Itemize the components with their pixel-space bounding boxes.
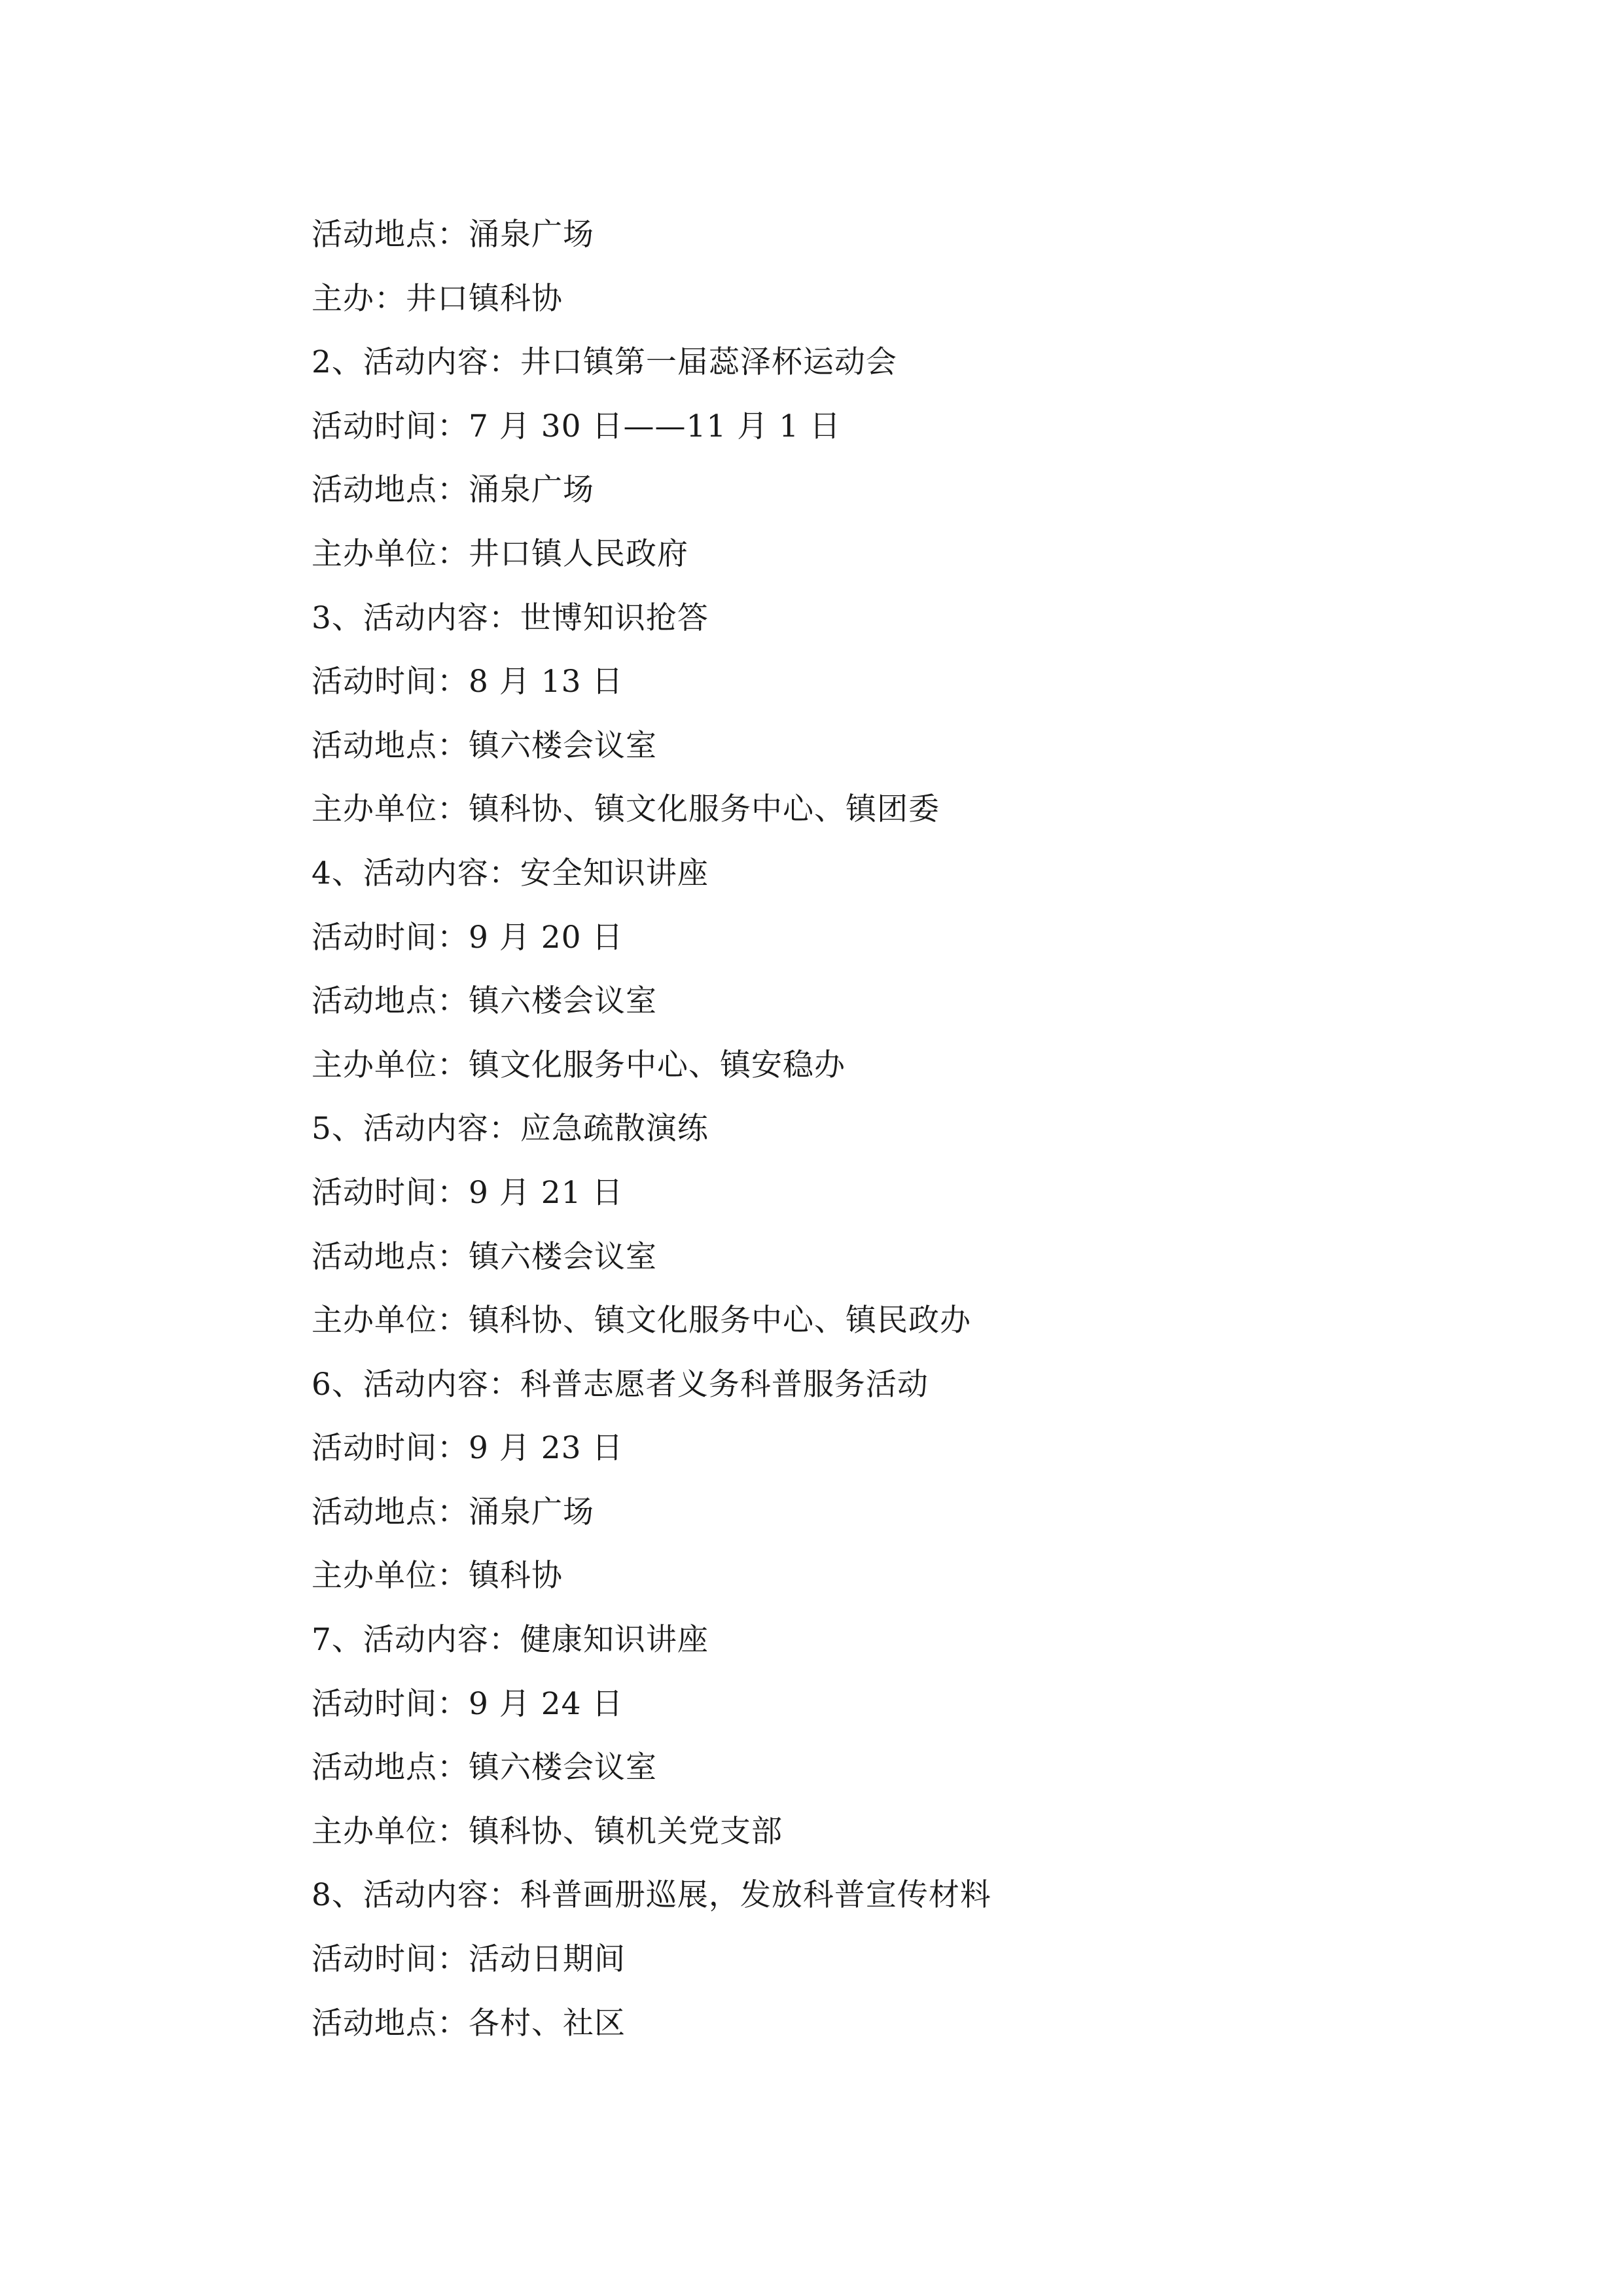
text-line: 活动时间：8 月 13 日 bbox=[312, 664, 624, 700]
text-line: 活动地点：涌泉广场 bbox=[312, 217, 594, 253]
text-line: 活动时间：9 月 21 日 bbox=[312, 1174, 624, 1211]
text-line: 主办单位：镇文化服务中心、镇安稳办 bbox=[312, 1047, 846, 1083]
text-line: 活动地点：镇六楼会议室 bbox=[312, 1749, 657, 1786]
text-line: 5、活动内容：应急疏散演练 bbox=[312, 1111, 709, 1147]
text-line: 活动时间：9 月 23 日 bbox=[312, 1430, 624, 1467]
text-line: 主办单位：镇科协、镇文化服务中心、镇团委 bbox=[312, 791, 940, 828]
text-line: 主办单位：镇科协、镇文化服务中心、镇民政办 bbox=[312, 1302, 971, 1339]
text-line: 3、活动内容：世博知识抢答 bbox=[312, 600, 709, 636]
text-line: 主办：井口镇科协 bbox=[312, 280, 563, 317]
text-line: 8、活动内容：科普画册巡展，发放科普宣传材料 bbox=[312, 1877, 991, 1914]
text-line: 活动地点：涌泉广场 bbox=[312, 1494, 594, 1530]
text-line: 活动地点：镇六楼会议室 bbox=[312, 1238, 657, 1275]
activity-list bbox=[312, 203, 1489, 2055]
text-line: 活动时间：7 月 30 日——11 月 1 日 bbox=[312, 408, 842, 444]
text-line: 主办单位：镇科协、镇机关党支部 bbox=[312, 1813, 783, 1850]
text-line: 活动地点：镇六楼会议室 bbox=[312, 727, 657, 764]
text-line: 2、活动内容：井口镇第一届蕊泽杯运动会 bbox=[312, 344, 897, 381]
text-line: 活动时间：9 月 20 日 bbox=[312, 919, 624, 956]
text-line: 活动时间：活动日期间 bbox=[312, 1941, 626, 1978]
text-line: 活动地点：镇六楼会议室 bbox=[312, 983, 657, 1020]
text-line: 活动地点：各村、社区 bbox=[312, 2005, 626, 2041]
text-line: 主办单位：井口镇人民政府 bbox=[312, 535, 688, 572]
text-line: 7、活动内容：健康知识讲座 bbox=[312, 1622, 709, 1659]
text-line: 6、活动内容：科普志愿者义务科普服务活动 bbox=[312, 1366, 929, 1403]
text-line: 主办单位：镇科协 bbox=[312, 1558, 563, 1594]
text-line: 活动地点：涌泉广场 bbox=[312, 472, 594, 509]
text-line: 4、活动内容：安全知识讲座 bbox=[312, 855, 709, 891]
text-line: 活动时间：9 月 24 日 bbox=[312, 1685, 624, 1722]
